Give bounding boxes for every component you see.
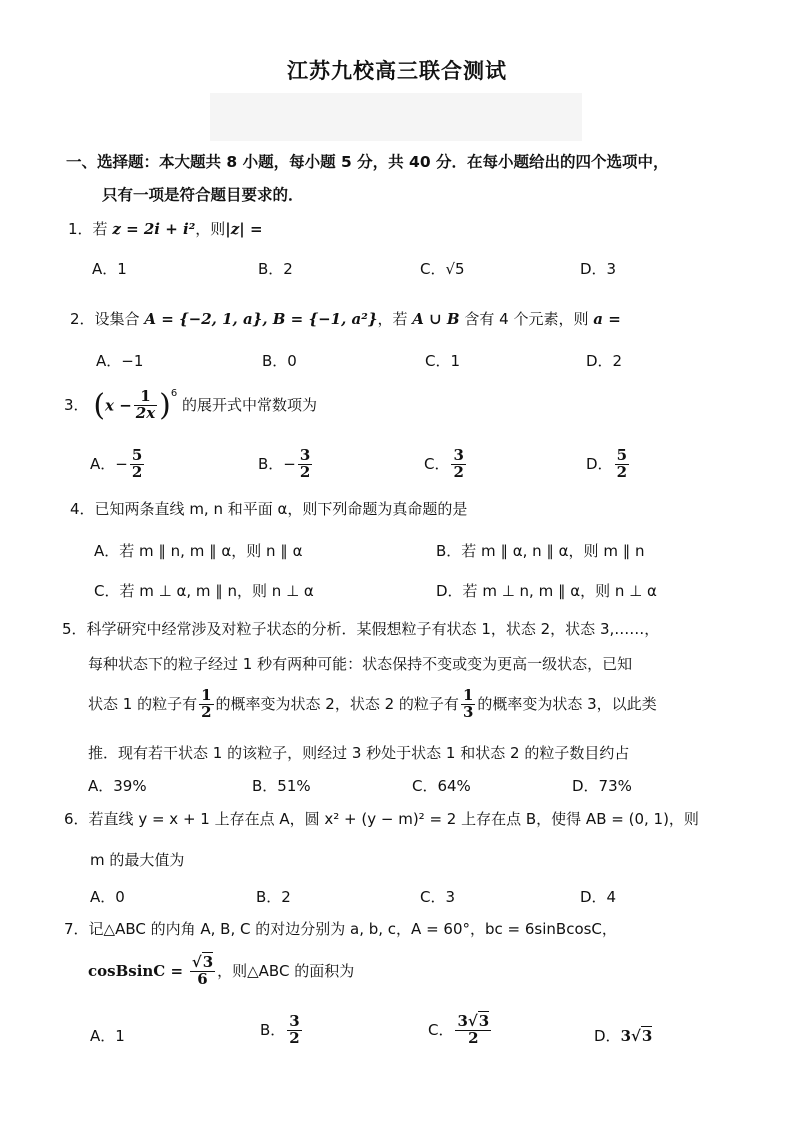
question-5-line2: 每种状态下的粒子经过 1 秒有两种可能：状态保持不变或变为更高一级状态，已知 <box>88 655 633 673</box>
question-5-line3 <box>88 688 657 721</box>
q5-option-b: B．51% <box>252 777 311 795</box>
question-6 <box>64 808 699 829</box>
q1-option-a: A．1 <box>92 260 127 278</box>
math-x: x − <box>105 396 132 415</box>
q2-option-a: A．−1 <box>96 352 144 370</box>
question-number: 6． <box>64 810 89 828</box>
fraction: $\frac{5}{2}$ <box>131 446 143 481</box>
q3-option-c: C． $\frac{3}{2}$ <box>424 446 464 481</box>
question-text: 的展开式中常数项为 <box>182 396 318 414</box>
question-text: 若 <box>92 220 113 238</box>
q6-option-a: A．0 <box>90 888 125 906</box>
header-band <box>210 93 582 141</box>
page-title: 江苏九校高三联合测试 <box>287 59 507 83</box>
q4-option-c: C．若 m ⊥ α, m ∥ n，则 n ⊥ α <box>94 582 314 600</box>
q5-option-a: A．39% <box>88 777 147 795</box>
question-3 <box>64 388 317 423</box>
q3-option-b: B．− $\frac{3}{2}$ <box>258 446 311 481</box>
q6-option-d: D．4 <box>580 888 617 906</box>
math-fraction: $\frac{1}{2x}$ <box>135 387 156 422</box>
math-expr: cosBsinC = <box>88 961 184 980</box>
question-text: 状态 1 的粒子有 <box>88 694 198 713</box>
q3-option-a: A．− $\frac{5}{2}$ <box>90 446 143 481</box>
section-heading: 一、选择题：本大题共 8 小题，每小题 5 分，共 40 分．在每小题给出的四个选项中， <box>66 153 669 171</box>
question-number: 1． <box>68 220 93 238</box>
q7-option-d: D．3√3 <box>594 1027 653 1045</box>
q1-option-c: C．√5 <box>420 260 465 278</box>
q5-option-c: C．64% <box>412 777 471 795</box>
math-exponent: 6 <box>170 388 178 399</box>
q2-option-b: B．0 <box>262 352 297 370</box>
q7-option-c: C． $\frac{3√3}{2}$ <box>428 1012 490 1047</box>
q1-option-b: B．2 <box>258 260 293 278</box>
question-text: ，则 <box>195 220 226 238</box>
q5-option-d: D．73% <box>572 777 632 795</box>
question-text: 已知两条直线 m, n 和平面 α，则下列命题为真命题的是 <box>94 500 468 518</box>
question-text: ，则△ABC 的面积为 <box>217 961 355 980</box>
q7-option-b: B． $\frac{3}{2}$ <box>260 1012 300 1047</box>
question-6-line2: m 的最大值为 <box>90 851 185 869</box>
question-2 <box>70 308 621 329</box>
question-number: 5． <box>62 620 87 638</box>
question-text: 的概率变为状态 3，以此类 <box>477 694 657 713</box>
question-5 <box>62 618 659 639</box>
fraction: $\frac{3}{2}$ <box>289 1012 300 1047</box>
fraction: $\frac{3}{2}$ <box>453 446 464 481</box>
question-7-line2 <box>88 955 354 988</box>
question-number: 4． <box>70 500 95 518</box>
question-text: 的概率变为状态 2，状态 2 的粒子有 <box>215 694 459 713</box>
question-text: 科学研究中经常涉及对粒子状态的分析．某假想粒子有状态 1，状态 2，状态 3,……， <box>86 620 660 638</box>
sqrt: √3 <box>631 1027 653 1045</box>
question-7 <box>64 918 617 939</box>
q2-option-c: C．1 <box>425 352 461 370</box>
fraction: $\frac{5}{2}$ <box>616 446 627 481</box>
question-number: 7． <box>64 920 89 938</box>
math-expr: |z| = <box>225 220 263 238</box>
q4-option-b: B．若 m ∥ α, n ∥ α，则 m ∥ n <box>436 542 645 560</box>
question-1 <box>68 218 263 239</box>
fraction: $\frac{√3}{6}$ <box>191 953 214 988</box>
question-5-line4: 推．现有若干状态 1 的该粒子，则经过 3 秒处于状态 1 和状态 2 的粒子数目约占 <box>88 744 630 762</box>
q6-option-c: C．3 <box>420 888 456 906</box>
section-heading-cont: 只有一项是符合题目要求的． <box>102 186 304 204</box>
q2-option-d: D．2 <box>586 352 623 370</box>
question-4 <box>70 498 467 519</box>
math-paren: ) <box>159 388 171 423</box>
question-text: 若直线 y = x + 1 上存在点 A，圆 x² + (y − m)² = 2 上存在点 B，使得 AB = (0, 1)，则 <box>88 810 699 828</box>
q4-option-d: D．若 m ⊥ n, m ∥ α，则 n ⊥ α <box>436 582 657 600</box>
question-number: 3． <box>64 396 89 414</box>
fraction: $\frac{1}{2}$ <box>201 686 212 721</box>
fraction: $\frac{3√3}{2}$ <box>457 1012 490 1047</box>
math-paren: ( <box>93 388 106 423</box>
question-text: 记△ABC 的内角 A, B, C 的对边分别为 a, b, c，A = 60°，bc = 6sinBcosC， <box>88 920 617 938</box>
math-expr: a = <box>593 310 621 328</box>
question-text: 设集合 <box>94 310 145 328</box>
question-text: ，若 <box>377 310 413 328</box>
q3-option-d: D． $\frac{5}{2}$ <box>586 446 627 481</box>
q4-option-a: A．若 m ∥ n, m ∥ α，则 n ∥ α <box>94 542 303 560</box>
q7-option-a: A．1 <box>90 1027 125 1045</box>
math-expr: A ∪ B <box>412 310 460 328</box>
q1-option-d: D．3 <box>580 260 617 278</box>
math-expr: z = 2i + i² <box>112 220 196 238</box>
question-text: 含有 4 个元素，则 <box>459 310 594 328</box>
math-expr: A = {−2, 1, a}, B = {−1, a²} <box>144 310 378 328</box>
fraction: $\frac{3}{2}$ <box>299 446 311 481</box>
q6-option-b: B．2 <box>256 888 291 906</box>
fraction: $\frac{1}{3}$ <box>462 686 474 721</box>
question-number: 2． <box>70 310 95 328</box>
